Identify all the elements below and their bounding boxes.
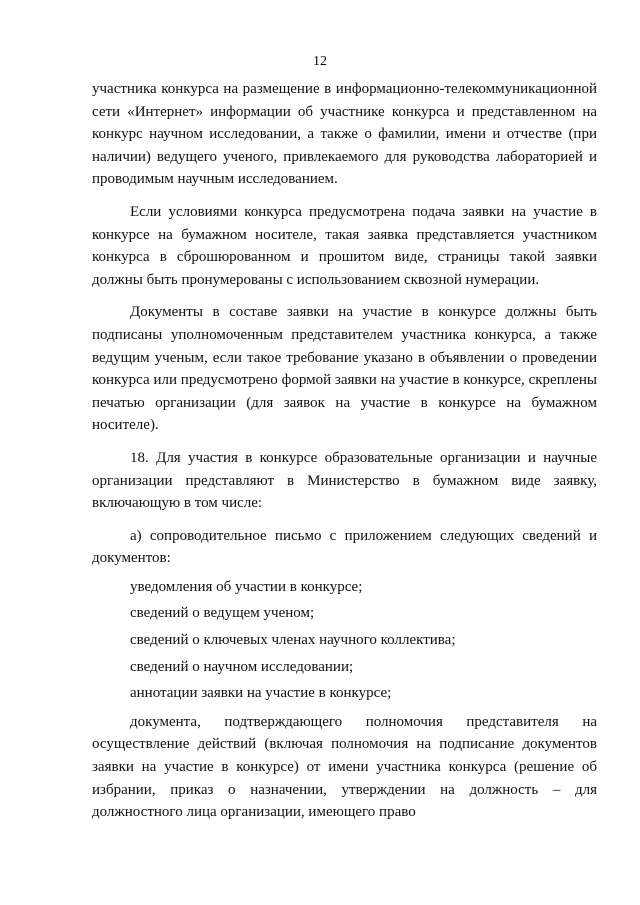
- paragraph-3: Документы в составе заявки на участие в конкурсе должны быть подписаны уполномоченным представителем участника конкурса, а также ведущим ученым, если такое требование указано в объявлении о проведении конкурса или предусмотрено формой заявки на участие в конкурсе, скреплены печатью организации (для заявок на участие в конкурсе на бумажном носителе).: [92, 304, 597, 434]
- page-number: 12: [313, 54, 327, 69]
- paragraph-a: а) сопроводительное письмо с приложением следующих сведений и документов:: [92, 527, 597, 567]
- list-item: сведений о ключевых членах научного коллектива;: [130, 632, 456, 649]
- list-item: аннотации заявки на участие в конкурсе;: [130, 685, 392, 702]
- list-item: сведений о научном исследовании;: [130, 658, 354, 675]
- list-item: уведомления об участии в конкурсе;: [130, 578, 363, 595]
- paragraph-2: Если условиями конкурса предусмотрена подача заявки на участие в конкурсе на бумажном носителе, такая заявка представляется участником конкурса в сброшюрованном и прошитом виде, страницы такой заявки должны быть пронумерованы с использованием сквозной нумерации.: [92, 203, 597, 288]
- paragraph-18: 18. Для участия в конкурсе образовательные организации и научные организации представляют в Министерство в бумажном виде заявку, включающую в том числе:: [92, 449, 597, 512]
- attachments-list: [92, 576, 597, 705]
- paragraph-authority-document: документа, подтверждающего полномочия представителя на осуществление действий (включая полномочия на подписание документов заявки на участие в конкурсе) от имени участника конкурса (решение об избрании, приказ о назначении, утверждении на должность – для должностного лица организации, имеющего право: [92, 713, 597, 821]
- paragraph-1: участника конкурса на размещение в информационно-телекоммуникационной сети «Интернет» информации об участнике конкурса и представленном на конкурс научном исследовании, а также о фамилии, имени и отчестве (при наличии) ведущего ученого, привлекаемого для руководства лабораторией и проводимым научным исследованием.: [92, 81, 597, 188]
- document-body: [92, 78, 597, 824]
- list-item: сведений о ведущем ученом;: [130, 605, 315, 622]
